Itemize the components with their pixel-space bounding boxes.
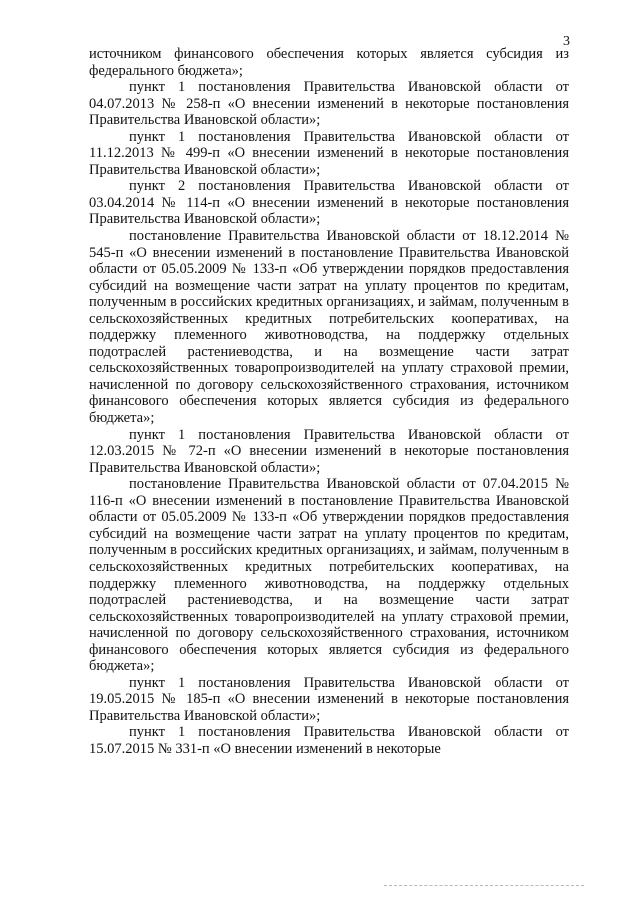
document-body xyxy=(89,46,569,758)
paragraph-item: постановление Правительства Ивановской области от 07.04.2015 № 116-п «О внесении изменений в постановление Правительства Ивановской области от 05.05.2009 № 133-п «Об утверждении порядков предоставления субсидий на возмещение части затрат на уплату процентов по кредитам, полученным в российских кредитных организациях, и займам, полученным в сельскохозяйственных кредитных потребительских кооперативах, на поддержку племенного животноводства, на поддержку отдельных подотраслей растениеводства, и на возмещение части затрат сельскохозяйственных товаропроизводителей на уплату страховой премии, начисленной по договору сельскохозяйственного страхования, источником финансового обеспечения которых является субсидия из федерального бюджета»; xyxy=(89,476,569,675)
paragraph-item: постановление Правительства Ивановской области от 18.12.2014 № 545-п «О внесении изменений в постановление Правительства Ивановской области от 05.05.2009 № 133-п «Об утверждении порядков предоставления субсидий на возмещение части затрат на уплату процентов по кредитам, полученным в российских кредитных организациях, и займам, полученным в сельскохозяйственных кредитных потребительских кооперативах, на поддержку племенного животноводства, на поддержку отдельных подотраслей растениеводства, и на возмещение части затрат сельскохозяйственных товаропроизводителей на уплату страховой премии, начисленной по договору сельскохозяйственного страхования, источником финансового обеспечения которых является субсидия из федерального бюджета»; xyxy=(89,228,569,427)
paragraph-item: пункт 1 постановления Правительства Ивановской области от 19.05.2015 № 185-п «О внесении изменений в некоторые постановления Правительства Ивановской области»; xyxy=(89,674,569,724)
paragraph-item: пункт 1 постановления Правительства Ивановской области от 04.07.2013 № 258-п «О внесении изменений в некоторые постановления Правительства Ивановской области»; xyxy=(89,79,569,129)
paragraph-item: пункт 1 постановления Правительства Ивановской области от 11.12.2013 № 499-п «О внесении изменений в некоторые постановления Правительства Ивановской области»; xyxy=(89,128,569,178)
paragraph-item-truncated: пункт 1 постановления Правительства Ивановской области от 15.07.2015 № 331-п «О внесении изменений в некоторые xyxy=(89,724,569,757)
page-number: 3 xyxy=(563,34,570,49)
paragraph-continuation: источником финансового обеспечения которых является субсидия из федерального бюджета»; xyxy=(89,46,569,79)
paragraph-item: пункт 1 постановления Правительства Ивановской области от 12.03.2015 № 72-п «О внесении изменений в некоторые постановления Правительства Ивановской области»; xyxy=(89,426,569,476)
scan-artifact-line xyxy=(384,885,584,886)
paragraph-item: пункт 2 постановления Правительства Ивановской области от 03.04.2014 № 114-п «О внесении изменений в некоторые постановления Правительства Ивановской области»; xyxy=(89,178,569,228)
